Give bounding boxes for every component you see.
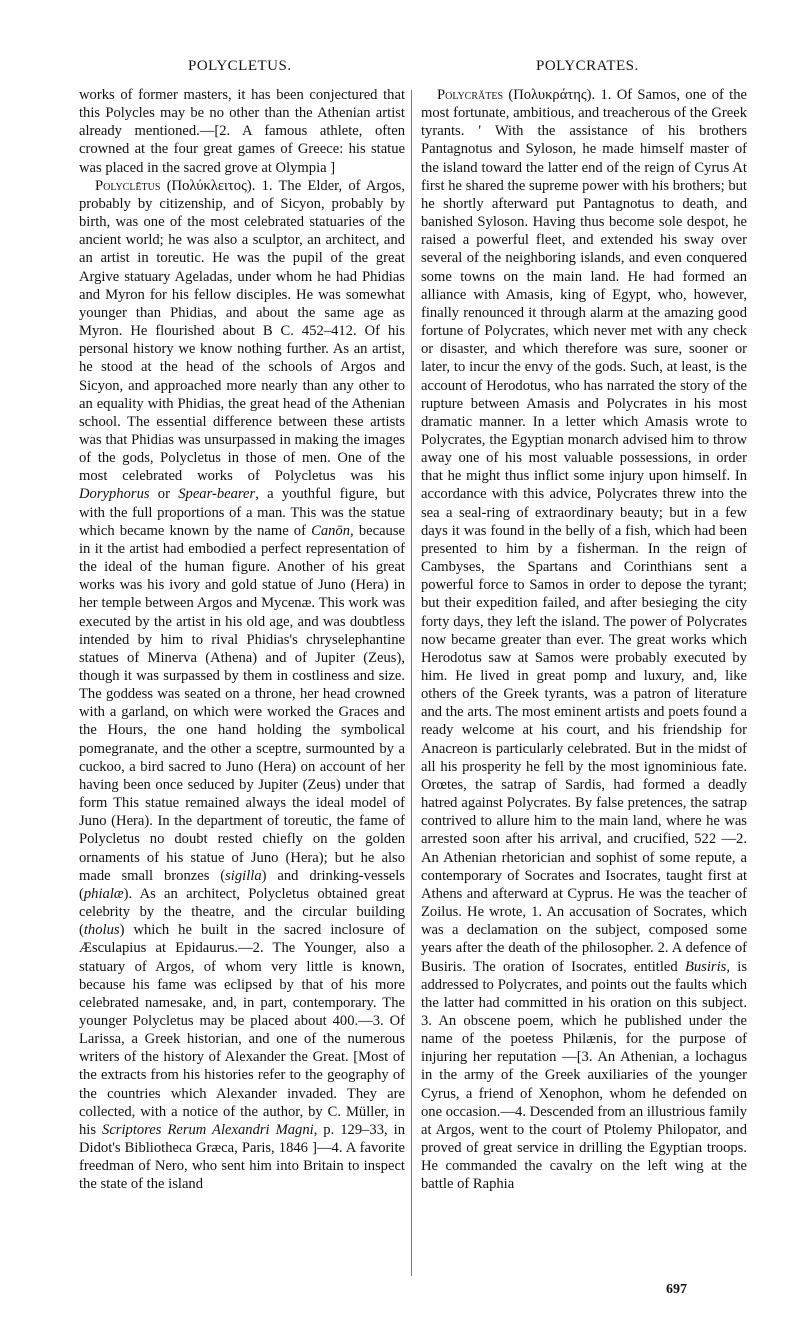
- right-column: [421, 86, 747, 1194]
- text-run: works of former masters, it has been conjectured that this Polycles may be no other than the Athenian artist already mentioned.—[2. A famous athlete, often crowned at the four great games of Greece: his statue was placed in the sacred grove at Olympia ]: [79, 87, 405, 176]
- text-run: , p. 129–33, in Didot's Bibliotheca Græca, Paris, 1846 ]—4. A favorite freedman of Nero, who sent him into Britain to inspect the state of the island: [79, 1121, 405, 1193]
- text-run: (Πολυκράτης). 1. Of Samos, one of the most fortunate, ambitious, and treacherous of the Greek tyrants. ' With the assistance of his brothers Pantagnotus and Syloson, he made himself master of the island toward the latter end of the reign of Cyrus At first he shared the supreme power with his brothers; but he shortly afterward put Pantagnotus to death, and banished Syloson. Having thus become sole despot, he raised a powerful fleet, and extended his sway over several of the neighboring islands, and even conquered some towns on the main land. He had formed an alliance with Amasis, king of Egypt, who, however, finally renounced it through alarm at the amazing good fortune of Polycrates, which never met with any check or disaster, and which therefore was sure, sooner or later, to incur the envy of the gods. Such, at least, is the account of Herodotus, who has narrated the story of the rupture between Amasis and Polycrates in his most dramatic manner. In a letter which Amasis wrote to Polycrates, the Egyptian monarch advised him to throw away one of his most valuable possessions, in order that he might thus inflict some injury upon himself. In accordance with this advice, Polycrates threw into the sea a seal-ring of extraordinary beauty; but in a few days it was found in the belly of a fish, which had been presented to him by a fisherman. In the reign of Cambyses, the Spartans and Corinthians sent a powerful force to Samos in order to depose the tyrant; but their expedition failed, and after besieging the city forty days, they left the island. The power of Polycrates now became greater than ever. The great works which Herodotus saw at Samos were probably executed by him. He lived in great pomp and luxury, and, like others of the Greek tyrants, was a patron of literature and the arts. The most eminent artists and poets found a ready welcome at his court, and his friendship for Anacreon is particularly celebrated. But in the midst of all his prosperity he fell by the most ignominious fate. Orœtes, the satrap of Sardis, had formed a deadly hatred against Polycrates. By false pretences, the satrap contrived to allure him to the main land, where he was arrested soon after his arrival, and crucified, 522 —2. An Athenian rhetorician and sophist of some repute, a contemporary of Socrates and Isocrates, taught first at Athens and afterward at Cyprus. He was the teacher of Zoilus. He wrote, 1. An accusation of Socrates, which was a declamation on the subject, composed some years after the death of the philosopher. 2. A defence of Busiris. The oration of Isocrates, entitled: [421, 87, 747, 975]
- running-header: [0, 58, 800, 82]
- text-run: ) and drinking-vessels (: [79, 867, 405, 902]
- header-left: POLYCLETUS.: [188, 58, 292, 74]
- text-run: Scriptores Rerum Alexandri Magni: [102, 1121, 314, 1138]
- text-run: Busiris: [684, 958, 727, 975]
- left-column: [79, 86, 405, 1194]
- text-run: or: [149, 486, 179, 503]
- text-run: Polyclētus: [95, 177, 161, 194]
- left-column-paragraph: [79, 177, 405, 1194]
- text-run: phialæ: [83, 885, 124, 902]
- column-divider: [411, 90, 412, 1276]
- text-run: sigilla: [225, 867, 262, 884]
- page-number: 697: [666, 1282, 687, 1297]
- text-run: , a youthful figure, but with the full proportions of a man. This was the statue which became known by the name of: [79, 486, 405, 539]
- left-column-paragraph: [79, 86, 405, 177]
- text-run: Canōn: [311, 522, 351, 539]
- header-right: POLYCRATES.: [536, 58, 639, 74]
- text-run: ) which he built in the sacred inclosure of Æsculapius at Epidaurus.—2. The Younger, also a statuary of Argos, of whom very little is known, because his fame was eclipsed by that of his more celebrated namesake, and, in part, contemporary. The younger Polycletus may be placed about 400.—3. Of Larissa, a Greek historian, and one of the numerous writers of the history of Alexander the Great. [Most of the extracts from his histories refer to the geography of the countries which Alexander invaded. They are collected, with a notice of the author, by C. Müller, in his: [79, 922, 405, 1138]
- text-run: Polycrătes: [437, 87, 504, 103]
- text-run: Spear-bearer: [178, 486, 256, 503]
- text-run: (Πολύκλειτος). 1. The Elder, of Argos, probably by citizenship, and of Sicyon, probably by birth, was one of the most celebrated statuaries of the ancient world; he was also a sculptor, an architect, and an artist in toreutic. He was the pupil of the great Argive statuary Ageladas, under whom he had Phidias and Myron for his fellow disciples. He was somewhat younger than Phidias, and about the same age as Myron. He flourished about B C. 452–412. Of his personal history we know nothing further. As an artist, he stood at the head of the schools of Argos and Sicyon, and approached more nearly than any other to an equality with Phidias, the great head of the Athenian school. The essential difference between these artists was that Phidias was unsurpassed in making the images of the gods, Polycletus in those of men. One of the most celebrated works of Polycletus was his: [79, 177, 405, 485]
- text-run: Doryphorus: [79, 486, 150, 503]
- text-run: , because in it the artist had embodied a perfect representation of the ideal of the human figure. Another of his great works was his ivory and gold statue of Juno (Hera) in her temple between Argos and Mycenæ. This work was executed by the artist in his old age, and was doubtless intended by him to rival Phidias's chryselephantine statues of Minerva (Athena) and of Jupiter (Zeus), though it was surpassed by them in costliness and size. The goddess was seated on a throne, her head crowned with a garland, on which were worked the Graces and the Hours, the one hand holding the symbolical pomegranate, and the other a sceptre, surmounted by a cuckoo, a bird sacred to Juno (Hera) on account of her having been once seduced by Jupiter (Zeus) under that form This statue remained always the ideal model of Juno (Hera). In the department of toreutic, the fame of Polycletus no doubt rested chiefly on the golden ornaments of his statue of Juno (Hera); but he also made small bronzes (: [79, 522, 406, 884]
- text-run: ). As an architect, Polycletus obtained great celebrity by the theatre, and the circular building (: [79, 885, 405, 939]
- right-column-paragraph: [421, 86, 747, 1194]
- text-run: , is addressed to Polycrates, and points out the faults which the latter had committed in his oration on this subject. 3. An obscene poem, which he published under the name of the poetess Philænis, for the purpose of injuring her reputation —[3. An Athenian, a lochagus in the army of the Greek auxiliaries of the younger Cyrus, a friend of Xenophon, whom he defended on one occasion.—4. Descended from an illustrious family at Argos, went to the court of Ptolemy Philopator, and proved of great service in drilling the Egyptian troops. He commanded the cavalry on the left wing at the battle of Raphia: [421, 958, 748, 1193]
- text-run: tholus: [83, 922, 120, 939]
